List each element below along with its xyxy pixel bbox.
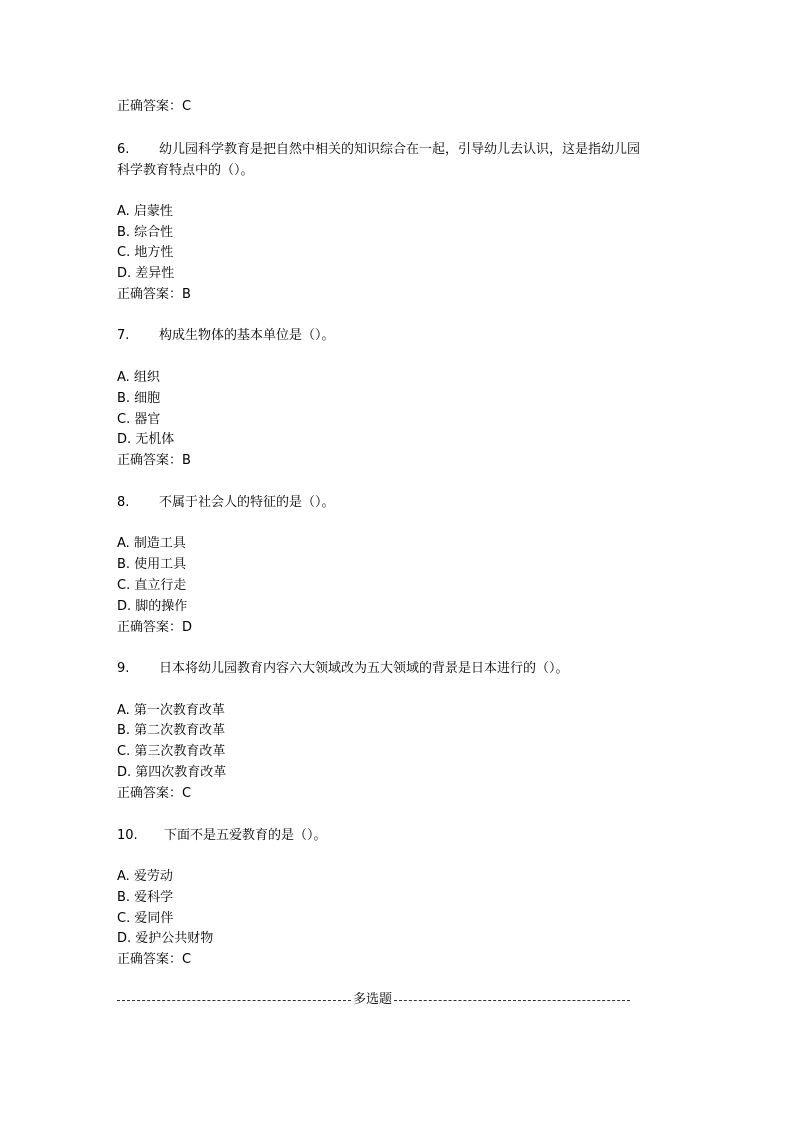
question-text: 构成生物体的基本单位是（）。 <box>159 328 335 343</box>
answer-text: 正确答案：D <box>117 620 193 635</box>
divider-dash-left <box>117 1000 351 1001</box>
question-text: 日本将幼儿园教育内容六大领域改为五大领域的背景是日本进行的（）。 <box>159 661 569 676</box>
question-number: 9. <box>117 661 130 676</box>
option-b: B. 综合性 <box>117 225 174 240</box>
option-d: D. 差异性 <box>117 266 175 281</box>
question-stem <box>117 827 327 845</box>
option-d: D. 无机体 <box>117 432 175 447</box>
question-text-continued: 科学教育特点中的（）。 <box>117 163 254 178</box>
option-c: C. 第三次教育改革 <box>117 744 226 759</box>
section-label: 多选题 <box>353 992 393 1007</box>
option-a: A. 第一次教育改革 <box>117 703 225 718</box>
question-number: 6. <box>117 142 130 157</box>
option-d: D. 爱护公共财物 <box>117 931 214 946</box>
option-d: D. 第四次教育改革 <box>117 765 227 780</box>
answer-text: 正确答案：B <box>117 287 191 302</box>
answer-text: 正确答案：C <box>117 786 192 801</box>
option-a: A. 组织 <box>117 370 160 385</box>
question-text: 不属于社会人的特征的是（）。 <box>159 495 335 510</box>
question-number: 7. <box>117 328 130 343</box>
option-c: C. 直立行走 <box>117 578 187 593</box>
option-a: A. 启蒙性 <box>117 204 173 219</box>
question-text: 幼儿园科学教育是把自然中相关的知识综合在一起，引导幼儿去认识，这是指幼儿园 <box>159 142 641 157</box>
question-stem <box>117 141 640 159</box>
option-b: B. 使用工具 <box>117 557 187 572</box>
answer-text: 正确答案：C <box>117 99 192 114</box>
option-c: C. 爱同伴 <box>117 911 174 926</box>
question-number: 10. <box>117 828 138 843</box>
option-b: B. 第二次教育改革 <box>117 723 226 738</box>
option-d: D. 脚的操作 <box>117 599 188 614</box>
question-stem <box>117 494 335 512</box>
option-b: B. 细胞 <box>117 391 161 406</box>
question-text: 下面不是五爱教育的是（）。 <box>164 828 327 843</box>
option-c: C. 器官 <box>117 412 161 427</box>
option-a: A. 爱劳动 <box>117 869 173 884</box>
question-stem <box>117 327 335 345</box>
answer-text: 正确答案：C <box>117 952 192 967</box>
answer-text: 正确答案：B <box>117 453 191 468</box>
divider-dash-right <box>394 1000 630 1001</box>
option-c: C. 地方性 <box>117 245 174 260</box>
option-a: A. 制造工具 <box>117 536 186 551</box>
section-divider <box>117 991 635 1009</box>
question-number: 8. <box>117 495 130 510</box>
option-b: B. 爱科学 <box>117 890 174 905</box>
question-stem <box>117 660 569 678</box>
